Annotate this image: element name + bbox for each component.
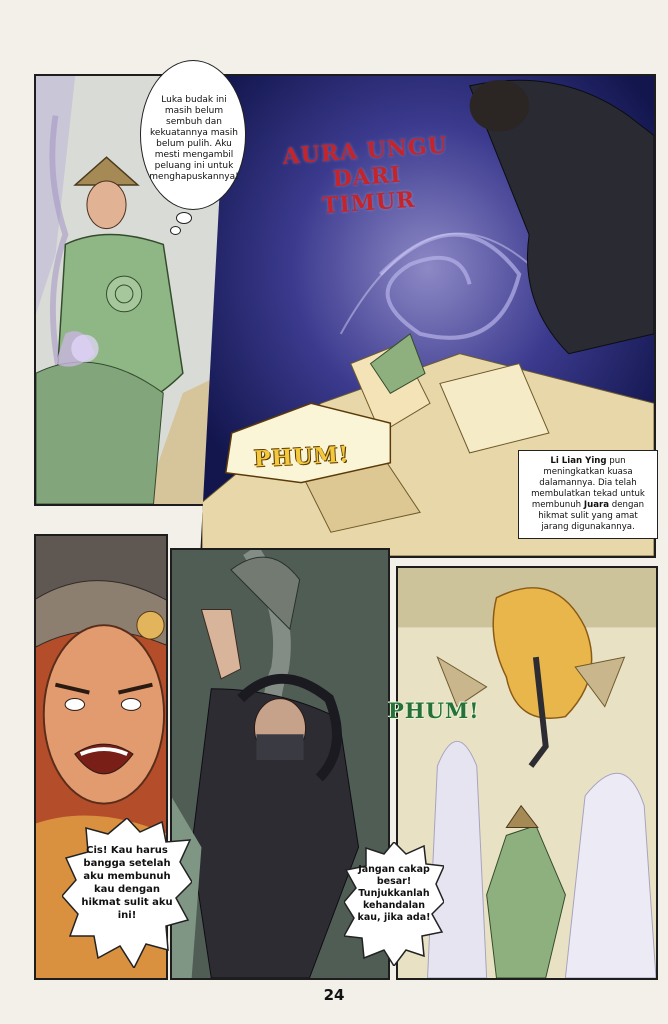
thought-tail-dot [176, 212, 192, 224]
sfx-phum-impact: PHUM! [253, 441, 351, 473]
shout-bubble-angry [62, 818, 192, 968]
thought-tail-dot [170, 226, 181, 235]
shout-text-reply: Jangan cakap besar! Tunjukkanlah kehandalan kau, jika ada! [357, 864, 431, 923]
thought-text: Luka budak ini masih belum sembuh dan kekuatannya masih belum pulih. Aku mesti mengambil peluang ini untuk menghapuskannya! [149, 95, 239, 182]
shout-bubble-reply [344, 842, 444, 966]
narration-caption [518, 450, 658, 539]
caption-name2: Juara [583, 500, 610, 510]
thought-bubble [140, 60, 246, 210]
sfx-aura-title: AURA UNGU DARI TIMUR [281, 132, 449, 220]
caption-name: Li Lian Ying [550, 456, 607, 466]
caption-text-part2: dengan hikmat sulit yang amat jarang digunakannya. [538, 500, 645, 532]
sfx-phum-impact-2: PHUM! [388, 698, 480, 723]
page-number: 24 [323, 986, 345, 1004]
shout-text-angry: Cis! Kau harus bangga setelah aku membunuh kau dengan hikmat sulit aku ini! [81, 845, 173, 921]
caption-text-part1: pun meningkatkan kuasa dalamannya. Dia telah membulatkan tekad untuk membunuh [531, 456, 645, 510]
